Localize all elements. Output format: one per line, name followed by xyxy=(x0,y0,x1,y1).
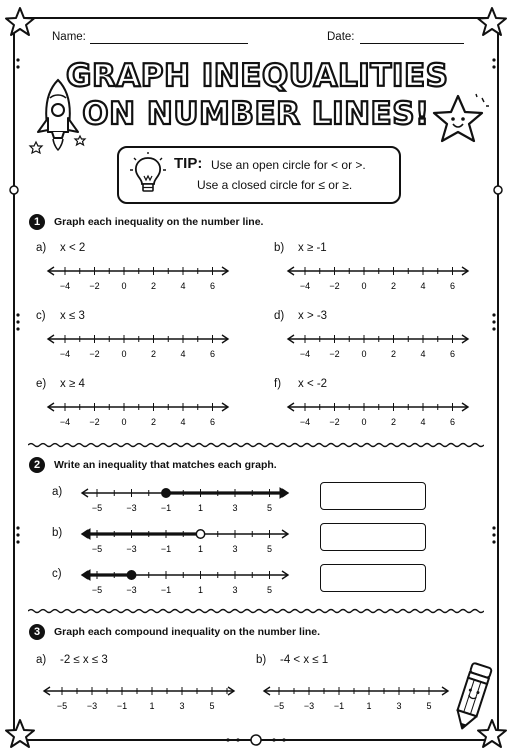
tick-label: −2 xyxy=(89,281,100,291)
tick-label: 5 xyxy=(266,503,273,513)
rocket-icon xyxy=(26,76,90,160)
graph-2c xyxy=(76,566,296,598)
problem-1c-letter: c) xyxy=(36,310,46,322)
tick-label: −3 xyxy=(303,701,315,711)
tick-label: 0 xyxy=(121,349,127,359)
tick-label: −4 xyxy=(59,281,71,291)
smiling-star-icon xyxy=(426,90,490,154)
tick-label: −3 xyxy=(126,544,137,554)
tick-label: −5 xyxy=(91,503,103,513)
tick-label: 6 xyxy=(449,281,456,291)
tick-label: 6 xyxy=(449,349,456,359)
tick-label: −4 xyxy=(59,417,71,427)
tick-label: −1 xyxy=(333,701,345,711)
tick-label: 1 xyxy=(197,503,204,513)
problem-2a-letter: a) xyxy=(52,486,63,498)
problem-3a-text: -2 ≤ x ≤ 3 xyxy=(60,654,108,666)
tick-label: 6 xyxy=(209,417,216,427)
section-2-instruction: Write an inequality that matches each graph. xyxy=(54,459,277,471)
problem-1e-letter: e) xyxy=(36,378,47,390)
title-line-1: GRAPH INEQUALITIES xyxy=(66,58,449,94)
name-label: Name: xyxy=(52,31,86,43)
tick-label: 0 xyxy=(361,349,367,359)
tick-label: 4 xyxy=(180,417,186,427)
tick-label: 4 xyxy=(420,417,426,427)
answer-box-2a[interactable] xyxy=(320,482,426,510)
problem-1a-letter: a) xyxy=(36,242,47,254)
pencil-icon xyxy=(448,658,496,738)
problem-1b-letter: b) xyxy=(274,242,285,254)
tick-label: 2 xyxy=(150,281,157,291)
number-line-1d[interactable] xyxy=(280,330,480,362)
tick-label: 3 xyxy=(232,544,238,554)
tick-label: −3 xyxy=(86,701,98,711)
tick-label: 1 xyxy=(197,585,204,595)
problem-2c-letter: c) xyxy=(52,568,62,580)
problem-1f-letter: f) xyxy=(274,378,282,390)
tick-label: 3 xyxy=(396,701,402,711)
closed-circle xyxy=(162,489,170,497)
tick-label: −4 xyxy=(299,417,311,427)
date-label: Date: xyxy=(327,31,355,43)
tick-label: 6 xyxy=(209,281,216,291)
number-line-1e[interactable] xyxy=(40,398,240,430)
tick-label: 3 xyxy=(232,503,238,513)
tick-label: −1 xyxy=(160,503,172,513)
section-2-number: 2 xyxy=(29,457,45,473)
number-line-1f[interactable] xyxy=(280,398,480,430)
problem-3a-letter: a) xyxy=(36,654,47,666)
open-circle xyxy=(196,530,204,538)
tick-label: −2 xyxy=(329,417,340,427)
problem-3b-letter: b) xyxy=(256,654,267,666)
tick-label: 0 xyxy=(361,281,367,291)
tick-label: 0 xyxy=(121,417,127,427)
tick-label: 6 xyxy=(209,349,216,359)
tick-label: 0 xyxy=(361,417,367,427)
tick-label: 2 xyxy=(390,349,397,359)
tick-label: 5 xyxy=(426,701,432,711)
section-3-instruction: Graph each compound inequality on the number line. xyxy=(54,626,321,638)
tick-label: 4 xyxy=(180,349,186,359)
tick-label: −2 xyxy=(329,349,340,359)
tick-label: 1 xyxy=(149,701,155,711)
tick-label: −4 xyxy=(299,349,311,359)
tick-label: 4 xyxy=(420,349,426,359)
problem-1b-text: x ≥ -1 xyxy=(298,242,327,254)
tick-label: 2 xyxy=(150,349,157,359)
tick-label: 3 xyxy=(232,585,238,595)
problem-1a-text: x < 2 xyxy=(60,242,86,254)
graph-2b xyxy=(76,525,296,557)
problem-1c-text: x ≤ 3 xyxy=(60,310,85,322)
tip-line-1: Use an open circle for < or >. xyxy=(211,158,366,172)
section-3-number: 3 xyxy=(29,624,45,640)
problem-1e-text: x ≥ 4 xyxy=(60,378,85,390)
answer-box-2c[interactable] xyxy=(320,564,426,592)
answer-box-2b[interactable] xyxy=(320,523,426,551)
number-line-1b[interactable] xyxy=(280,262,480,294)
tick-label: 1 xyxy=(366,701,372,711)
wavy-divider xyxy=(28,440,484,450)
tick-label: −4 xyxy=(299,281,311,291)
tick-label: 2 xyxy=(150,417,157,427)
section-1-instruction: Graph each inequality on the number line. xyxy=(54,216,264,228)
tick-label: 6 xyxy=(449,417,456,427)
tick-label: −2 xyxy=(329,281,340,291)
problem-1f-text: x < -2 xyxy=(298,378,328,390)
tick-label: −4 xyxy=(59,349,71,359)
tick-label: −2 xyxy=(89,417,100,427)
number-line-1c[interactable] xyxy=(40,330,240,362)
tick-label: 5 xyxy=(209,701,215,711)
graph-2a xyxy=(76,484,296,516)
problem-2b-letter: b) xyxy=(52,527,63,539)
title-line-2: ON NUMBER LINES! xyxy=(82,96,430,132)
problem-1d-letter: d) xyxy=(274,310,285,322)
tick-label: 5 xyxy=(266,585,273,595)
tick-label: −5 xyxy=(273,701,285,711)
name-field[interactable] xyxy=(90,43,248,44)
number-line-3a[interactable] xyxy=(38,682,242,714)
number-line-1a[interactable] xyxy=(40,262,240,294)
wavy-divider xyxy=(28,606,484,616)
tick-label: −1 xyxy=(160,544,172,554)
tick-label: −5 xyxy=(91,544,103,554)
problem-3b-text: -4 < x ≤ 1 xyxy=(280,654,329,666)
number-line-3b[interactable] xyxy=(256,682,456,714)
date-field[interactable] xyxy=(360,43,464,44)
tick-label: −1 xyxy=(116,701,128,711)
tick-label: 5 xyxy=(266,544,273,554)
tick-label: 2 xyxy=(390,281,397,291)
lightbulb-icon xyxy=(128,152,168,196)
tick-label: 2 xyxy=(390,417,397,427)
problem-1d-text: x > -3 xyxy=(298,310,328,322)
closed-circle xyxy=(127,571,135,579)
tick-label: −1 xyxy=(160,585,172,595)
tick-label: 3 xyxy=(179,701,185,711)
tip-line-2: Use a closed circle for ≤ or ≥. xyxy=(197,178,353,192)
tick-label: 4 xyxy=(420,281,426,291)
tick-label: −3 xyxy=(126,503,137,513)
tick-label: 4 xyxy=(180,281,186,291)
tick-label: −3 xyxy=(126,585,137,595)
section-1-number: 1 xyxy=(29,214,45,230)
tip-label: TIP: xyxy=(174,155,203,172)
tick-label: 0 xyxy=(121,281,127,291)
tick-label: −5 xyxy=(56,701,68,711)
tick-label: −2 xyxy=(89,349,100,359)
tick-label: 1 xyxy=(197,544,204,554)
tick-label: −5 xyxy=(91,585,103,595)
